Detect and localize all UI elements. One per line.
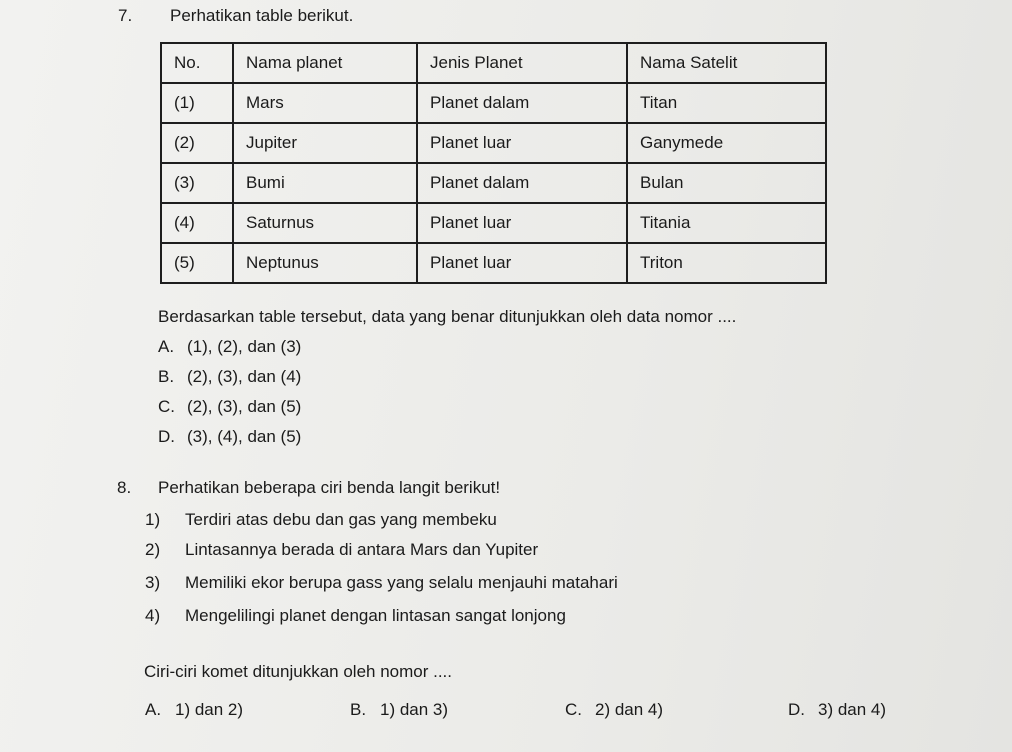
table-cell: (2) <box>161 123 233 163</box>
table-cell: Planet dalam <box>417 83 627 123</box>
item-text: Memiliki ekor berupa gass yang selalu menjauhi matahari <box>185 573 618 592</box>
option-8a[interactable] <box>145 700 243 720</box>
option-key: B. <box>158 367 175 386</box>
table-cell: (3) <box>161 163 233 203</box>
table-cell: Ganymede <box>627 123 826 163</box>
option-key: C. <box>565 700 582 719</box>
planet-table <box>160 42 827 284</box>
table-cell: Triton <box>627 243 826 283</box>
item-key: 1) <box>145 510 161 529</box>
item-text: Lintasannya berada di antara Mars dan Yupiter <box>185 540 539 559</box>
table-cell: Planet luar <box>417 243 627 283</box>
header-nama-satelit: Nama Satelit <box>627 43 826 83</box>
table-cell: Bumi <box>233 163 417 203</box>
question-8-prompt: Ciri-ciri komet ditunjukkan oleh nomor .... <box>144 662 453 681</box>
table-cell: Planet luar <box>417 203 627 243</box>
option-key: D. <box>788 700 805 719</box>
table-cell: Saturnus <box>233 203 417 243</box>
option-text: 1) dan 3) <box>380 700 449 719</box>
option-text: 2) dan 4) <box>595 700 664 719</box>
option-key: D. <box>158 427 175 446</box>
item-key: 4) <box>145 606 161 625</box>
table-row <box>161 123 826 163</box>
option-key: C. <box>158 397 175 416</box>
option-7c[interactable] <box>158 397 301 417</box>
list-item <box>145 540 538 560</box>
item-key: 3) <box>145 573 161 592</box>
option-text: (3), (4), dan (5) <box>187 427 302 446</box>
table-cell: Mars <box>233 83 417 123</box>
item-text: Terdiri atas debu dan gas yang membeku <box>185 510 497 529</box>
list-item <box>145 510 497 530</box>
table-row <box>161 163 826 203</box>
table-row <box>161 243 826 283</box>
table-header-row <box>161 43 826 83</box>
item-key: 2) <box>145 540 161 559</box>
option-8d[interactable] <box>788 700 886 720</box>
table-cell: Planet luar <box>417 123 627 163</box>
table-cell: (5) <box>161 243 233 283</box>
option-text: (2), (3), dan (5) <box>187 397 302 416</box>
option-8c[interactable] <box>565 700 663 720</box>
header-nama-planet: Nama planet <box>233 43 417 83</box>
option-8b[interactable] <box>350 700 448 720</box>
table-cell: Bulan <box>627 163 826 203</box>
table-cell: Titania <box>627 203 826 243</box>
option-7d[interactable] <box>158 427 301 447</box>
question-7-number: 7. <box>118 6 133 25</box>
question-8-number: 8. <box>117 478 132 497</box>
header-no: No. <box>161 43 233 83</box>
option-text: (2), (3), dan (4) <box>187 367 302 386</box>
option-text: 3) dan 4) <box>818 700 887 719</box>
table-cell: Titan <box>627 83 826 123</box>
table-cell: (1) <box>161 83 233 123</box>
table-row <box>161 203 826 243</box>
header-jenis-planet: Jenis Planet <box>417 43 627 83</box>
table-cell: Planet dalam <box>417 163 627 203</box>
option-key: A. <box>145 700 162 719</box>
table-cell: (4) <box>161 203 233 243</box>
list-item <box>145 606 566 626</box>
table-row <box>161 83 826 123</box>
option-text: 1) dan 2) <box>175 700 244 719</box>
question-7-prompt: Berdasarkan table tersebut, data yang benar ditunjukkan oleh data nomor .... <box>158 307 737 326</box>
item-text: Mengelilingi planet dengan lintasan sangat lonjong <box>185 606 566 625</box>
option-text: (1), (2), dan (3) <box>187 337 302 356</box>
option-7b[interactable] <box>158 367 301 387</box>
option-key: A. <box>158 337 175 356</box>
option-7a[interactable] <box>158 337 301 357</box>
table-cell: Jupiter <box>233 123 417 163</box>
list-item <box>145 573 618 593</box>
option-key: B. <box>350 700 367 719</box>
question-7-title: Perhatikan table berikut. <box>170 6 354 25</box>
question-8-title: Perhatikan beberapa ciri benda langit berikut! <box>158 478 501 497</box>
table-cell: Neptunus <box>233 243 417 283</box>
